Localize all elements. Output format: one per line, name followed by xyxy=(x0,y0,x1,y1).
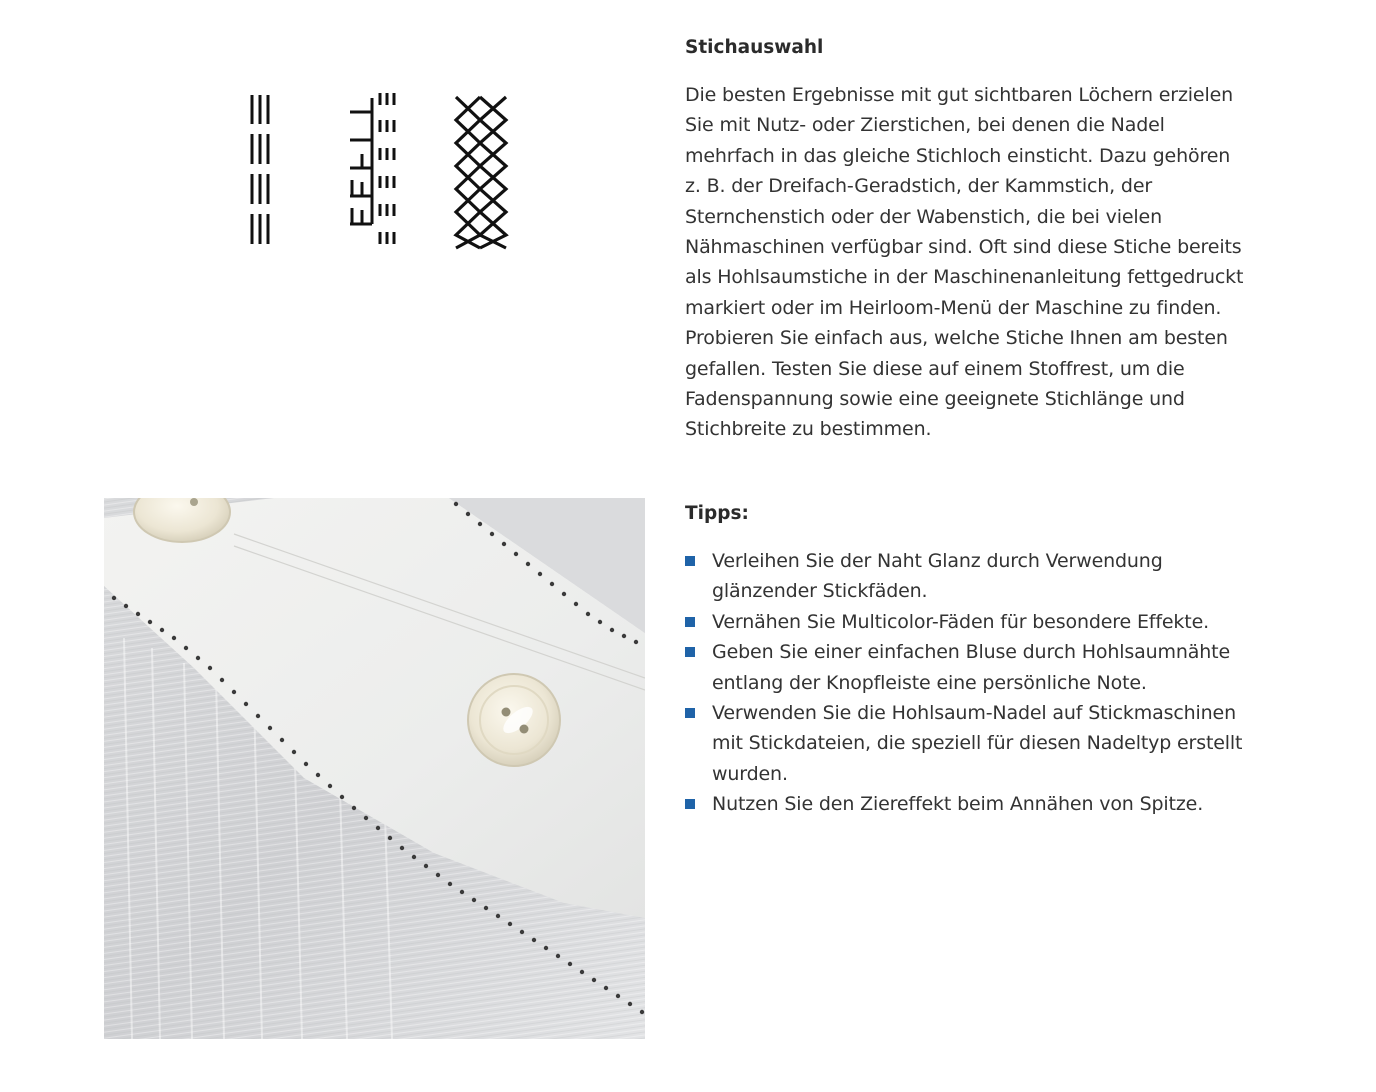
tips-list-item xyxy=(685,698,1245,789)
tip-text: Verleihen Sie der Naht Glanz durch Verwendung glänzender Stickfäden. xyxy=(712,550,1163,603)
blouse-photo-illustration xyxy=(104,498,645,1039)
tips-list xyxy=(685,546,1245,820)
stitch-selection-section xyxy=(685,36,1245,445)
square-bullet-icon xyxy=(685,617,695,627)
tips-section xyxy=(685,502,1245,820)
triple-straight-stitch-icon xyxy=(252,95,268,244)
tips-list-item xyxy=(685,637,1245,698)
square-bullet-icon xyxy=(685,799,695,809)
tip-text: Nutzen Sie den Ziereffekt beim Annähen von Spitze. xyxy=(712,793,1204,816)
comb-stitch-icon xyxy=(350,93,394,244)
tips-list-item xyxy=(685,546,1245,607)
square-bullet-icon xyxy=(685,647,695,657)
tip-text: Verwenden Sie die Hohlsaum-Nadel auf Stickmaschinen mit Stickdateien, die speziell für diesen Nadeltyp erstellt wurden. xyxy=(712,702,1243,785)
stitch-symbols-figure xyxy=(230,80,530,260)
stitch-selection-heading: Stichauswahl xyxy=(685,37,824,58)
square-bullet-icon xyxy=(685,708,695,718)
tips-list-item xyxy=(685,607,1245,637)
mother-of-pearl-button-middle xyxy=(468,674,560,766)
tips-heading: Tipps: xyxy=(685,503,749,524)
tip-text: Geben Sie einer einfachen Bluse durch Hohlsaumnähte entlang der Knopfleiste eine persönliche Note. xyxy=(712,641,1231,694)
stitch-symbols-svg xyxy=(230,80,530,260)
tips-list-item xyxy=(685,789,1245,819)
honeycomb-stitch-icon xyxy=(456,97,506,248)
square-bullet-icon xyxy=(685,556,695,566)
blouse-hemstitch-photo xyxy=(104,498,645,1039)
stitch-selection-paragraph: Die besten Ergebnisse mit gut sichtbaren Löchern erzielen Sie mit Nutz- oder Zierstichen, bei denen die Nadel mehrfach in das gleiche Stichloch einsticht. Dazu gehören z. B. der Dreifach-Geradstich, der Kammstich, der Sternchenstich oder der Wabenstich, die bei vielen Nähmaschinen verfügbar sind. Oft sind diese Stiche bereits als Hohlsaumstiche in der Maschinenanleitung fettgedruckt markiert oder im Heirloom-Menü der Maschine zu finden. Probieren Sie einfach aus, welche Stiche Ihnen am besten gefallen. Testen Sie diese auf einem Stoffrest, um die Fadenspannung sowie eine geeignete Stichlänge und Stichbreite zu bestimmen. xyxy=(685,84,1244,441)
tip-text: Vernähen Sie Multicolor-Fäden für besondere Effekte. xyxy=(712,610,1210,633)
